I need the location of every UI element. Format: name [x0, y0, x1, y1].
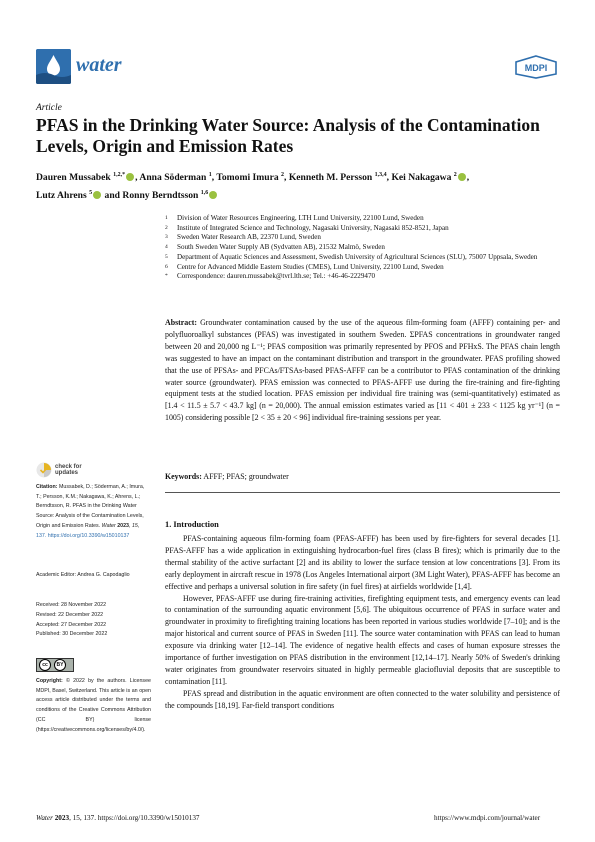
copyright-text: © 2022 by the authors. Licensee MDPI, Basel, Switzerland. This article is an open access article distributed under the terms and conditions of the Creative Commons Attribution (CC BY) license (https://creativecommons.org/licenses/by/4.0/).	[36, 678, 151, 733]
affiliation-item	[165, 253, 565, 263]
affiliation-list	[165, 214, 565, 282]
footer-journal: Water	[36, 814, 53, 822]
affiliation-number: 2	[165, 224, 168, 231]
keywords	[165, 471, 560, 483]
section-divider	[165, 492, 560, 493]
abstract-label: Abstract:	[165, 318, 197, 327]
keywords-text: AFFF; PFAS; groundwater	[203, 472, 289, 481]
footer-journal-link[interactable]: https://www.mdpi.com/journal/water	[434, 814, 541, 822]
affiliation-number: *	[165, 273, 168, 280]
orcid-icon[interactable]	[209, 191, 217, 199]
affiliation-number: 3	[165, 234, 168, 241]
date-item: Received: 28 November 2022	[36, 602, 107, 608]
paragraph: However, PFAS-AFFF use during fire-training activities, firefighting equipment tests, and emergency events can lead to contamination of the surrounding aquatic environment [5,6]. The ubiquitous occurrence of PFAS in surface water and groundwater in proximity to firefighting training locations has been reported in various studies worldwide [7–10]; and is the major historical and current source of PFAS in Sweden [11]. The source water contamination with PFAS can lead to human exposure via drinking water [12–14]. The evidence of negative health effects and cases of human exposure stresses the importance of further investigation on PFAS distribution in the environment [12,14–17]. Nearly 50% of Sweden's drinking water originates from groundwater reservoirs situated in highly permeable glaciofluvial deposits that are susceptible to contamination [11].	[165, 593, 560, 686]
affiliation-item	[165, 243, 565, 253]
author-name[interactable]: Kei Nakagawa	[391, 172, 454, 184]
author-list	[36, 168, 561, 203]
check-updates-label-1: check for	[55, 463, 82, 470]
cc-by-icon: BY	[54, 659, 66, 671]
author-affiliation-marker: 1,6	[200, 189, 209, 196]
orcid-icon[interactable]	[126, 173, 134, 181]
affiliation-text: Correspondence: dauren.mussabek@tvrl.lth.se; Tel.: +46-46-2229470	[177, 272, 376, 281]
check-updates-icon	[36, 462, 52, 478]
author-separator: ,	[386, 172, 392, 184]
date-item: Accepted: 27 December 2022	[36, 621, 107, 628]
author-name[interactable]: Lutz Ahrens	[36, 189, 90, 201]
author-separator: ,	[284, 172, 289, 184]
author-separator: ,	[211, 172, 217, 184]
svg-text:MDPI: MDPI	[524, 63, 548, 73]
affiliation-number: 6	[165, 263, 168, 270]
affiliation-item	[165, 272, 565, 282]
citation-block: Citation: Mussabek, D.; Söderman, A.; Imura, T.; Persson, K.M.; Nakagawa, K.; Ahrens, L.; Berndtsson, R. PFAS in the Drinking Water Source: Analysis of the Contamination Levels, Origin and Emission Rates. Water 2023, 15, 137. https://doi.org/10.3390/w15010137	[36, 484, 145, 539]
abstract	[165, 317, 560, 424]
affiliation-text: Department of Aquatic Sciences and Assessment, Swedish University of Agricultural Sciences (SLU), 75007 Uppsala, Sweden	[177, 252, 538, 261]
affiliation-number: 1	[165, 215, 168, 221]
citation-journal: Water	[101, 522, 116, 529]
author-affiliation-marker: 2	[281, 172, 285, 178]
check-updates-label-2: updates	[55, 470, 79, 476]
author-affiliation-marker: 2	[453, 172, 457, 178]
footer-year: 2023	[54, 814, 70, 822]
affiliation-number: 5	[165, 253, 168, 260]
author-name[interactable]: Kenneth M. Persson	[288, 172, 375, 184]
citation-doi-link[interactable]: 137. https://doi.org/10.3390/w15010137	[36, 532, 130, 539]
paragraph: PFAS-containing aqueous film-forming foam (PFAS-AFFF) has been used by fire-fighters for several decades [1]. PFAS-AFFF has a wide application in extinguishing hydrocarbon-fuel fires (class B fires); which is primarily due to the thermal stability of the active surfactant [2] and its ability to lower the surface tension at low concentrations [3]. From its early deployment in aircraft rescue in 1978 (Los Angeles International airport (3M Light Water), PFAS-AFFF has become an effective and perhaps a universal solution in fire safety (in fuel fires) at airfields worldwide [1,4].	[165, 534, 560, 591]
author-name[interactable]: Dauren Mussabek	[36, 172, 114, 184]
introduction-body	[165, 533, 560, 712]
keywords-label: Keywords:	[165, 472, 202, 481]
author-affiliation-marker: 1,2,*	[113, 172, 126, 178]
orcid-icon[interactable]	[93, 191, 101, 199]
date-item: Revised: 22 December 2022	[36, 611, 104, 618]
author-separator: and	[102, 189, 123, 201]
mdpi-logo-icon[interactable]	[514, 55, 558, 83]
copyright-block	[36, 677, 151, 735]
citation-volume: 15	[131, 522, 138, 529]
cc-icon: cc	[39, 659, 51, 671]
citation-year: 2023	[117, 522, 129, 529]
author-affiliation-marker: 1,3,4	[374, 172, 387, 178]
academic-editor: Academic Editor: Andrea G. Capodaglio	[36, 572, 130, 578]
footer-citation	[36, 814, 200, 822]
author-separator: ,	[135, 172, 140, 184]
check-for-updates-button[interactable]	[36, 462, 82, 478]
journal-logo-icon	[36, 49, 71, 84]
affiliation-item	[165, 233, 565, 243]
affiliation-number: 4	[165, 244, 168, 251]
cc-license-badge[interactable]	[36, 658, 74, 672]
author-affiliation-marker: 5	[89, 189, 93, 196]
affiliation-item	[165, 263, 565, 273]
affiliation-text: South Sweden Water Supply AB (Sydvatten AB), 21532 Malmö, Sweden	[177, 243, 385, 252]
affiliation-text: Division of Water Resources Engineering, LTH Lund University, 22100 Lund, Sweden	[177, 214, 424, 222]
affiliation-text: Sweden Water Research AB, 22370 Lund, Sweden	[177, 233, 321, 242]
paper-title: PFAS in the Drinking Water Source: Analysis of the Contamination Levels, Origin and Emission Rates	[36, 115, 540, 156]
section-heading-introduction: 1. Introduction	[165, 520, 219, 529]
date-item: Published: 30 December 2022	[36, 631, 108, 638]
footer-doi[interactable]: , 15, 137. https://doi.org/10.3390/w15010137	[69, 814, 200, 822]
author-separator: ,	[466, 172, 470, 184]
abstract-text: Groundwater contamination caused by the use of the aqueous film-forming foam (AFFF) containing per- and polyfluoroalkyl substances (PFAS) was investigated in southern Sweden. ΣPFAS concentrations in groundwater ranged between 20 and 20,000 ng L⁻¹; PFAS composition was primarily represented by PFOS and PFHxS. The PFAS chain length was suggested to have an impact on the contaminant distribution and transport in the groundwater. PFAS profiling showed that the use of PFSAs- and PFCAs/FTSAs-based PFAS-AFFF can be a contributor to PFAS contamination of the drinking water source (groundwater). PFAS emission was connected to PFAS-AFFF use during the fire-training and fire-fighting equipment tests at the studied location. PFAS emission per individual fire training was (semi-quantitatively) estimated as [1.4 < 11.5 ± 5.7 < 43.7 kg] (n = 20,000). The annual emission estimates varied as [11 < 401 ± 233 < 1125 kg yr⁻¹] (n = 1005) considering possible [2 < 35 ± 20 < 96] individual fire-training sessions per year.	[165, 318, 560, 423]
affiliation-text: Institute of Integrated Science and Technology, Nagasaki University, Nagasaki 852-8521, Japan	[177, 223, 449, 232]
author-name[interactable]: Tomomi Imura	[216, 172, 282, 184]
journal-name[interactable]: water	[76, 54, 122, 76]
orcid-icon[interactable]	[458, 173, 466, 181]
citation-text: Mussabek, D.; Söderman, A.; Imura, T.; Persson, K.M.; Nakagawa, K.; Ahrens, L.; Berndtsson, R. PFAS in the Drinking Water Source: Analysis of the Contamination Levels, Origin and Emission Rates.	[36, 484, 145, 529]
affiliation-item	[165, 224, 565, 234]
affiliation-text: Centre for Advanced Middle Eastern Studies (CMES), Lund University, 22100 Lund, Sweden	[177, 262, 444, 271]
article-type: Article	[36, 103, 62, 113]
affiliation-item	[165, 214, 565, 224]
copyright-label: Copyright:	[36, 678, 63, 684]
paragraph: PFAS spread and distribution in the aquatic environment are often connected to the water solubility and persistence of the compounds [18,19]. Far-field transport conditions	[165, 688, 560, 710]
citation-label: Citation:	[36, 484, 58, 490]
publication-dates	[36, 601, 151, 640]
author-name[interactable]: Anna Söderman	[139, 172, 209, 184]
author-affiliation-marker: 1	[208, 172, 212, 178]
author-name[interactable]: Ronny Berndtsson	[122, 189, 201, 201]
